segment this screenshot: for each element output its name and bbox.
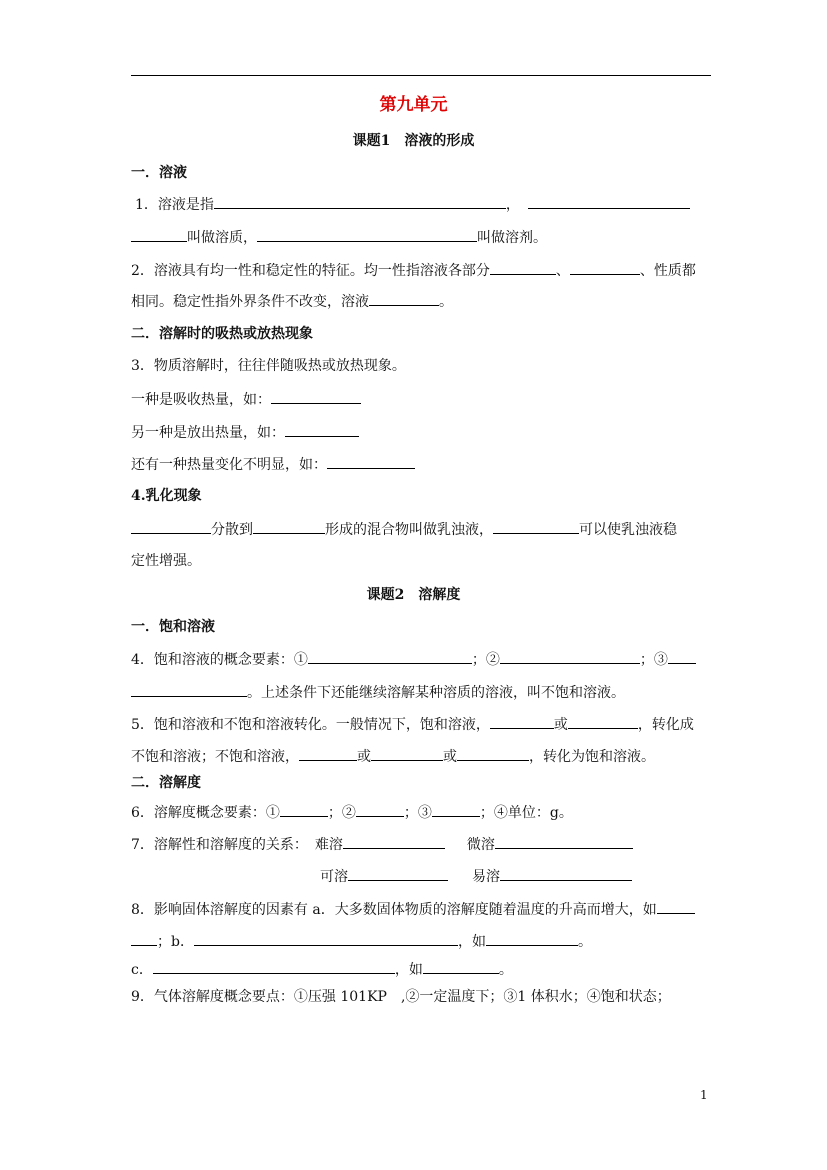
blank[interactable] [356,802,404,817]
section-emulsion: 4.乳化现象 [131,488,202,504]
q7-text3: ；③ [403,805,432,821]
page-number: 1 [700,1088,708,1102]
blank[interactable] [423,959,499,974]
lesson2-title: 课题2 溶解度 [366,587,461,603]
q5-text4: 。上述条件下还能继续溶解某种溶质的溶液，叫不饱和溶液。 [247,685,625,701]
blank[interactable] [490,714,554,729]
blank[interactable] [570,260,640,275]
blank[interactable] [668,649,696,664]
blank[interactable] [486,931,578,946]
lesson1-title: 课题1 溶液的形成 [352,133,475,149]
q5-text3: ；③ [639,652,668,668]
section-saturated: 一．饱和溶液 [131,619,215,635]
blank[interactable] [327,454,415,469]
q4-line1 [131,519,677,540]
q3a-text: 一种是吸收热量，如： [131,392,271,408]
q8-text2: 微溶 [466,837,495,853]
q5-line1 [131,649,696,670]
q5-text1: 4．饱和溶液的概念要素：① [131,652,308,668]
q8-text3: 可溶 [320,869,348,885]
q9-text4: 。 [577,934,592,950]
q9-text7: 。 [498,962,513,978]
q2b-text: 相同。稳定性指外界条件不改变，溶液 [131,294,369,310]
blank[interactable] [131,227,187,242]
q6-text4: 不饱和溶液；不饱和溶液， [131,749,299,765]
blank[interactable] [257,227,477,242]
q4-text3: 可以使乳浊液稳 [579,522,677,538]
q8-line2 [320,866,632,887]
q2-text: 2．溶液具有均一性和稳定性的特征。均一性指溶液各部分 [131,263,490,279]
q6-line2 [131,746,655,767]
blank[interactable] [657,899,695,914]
q9-text3: ，如 [457,934,486,950]
q7-text1: 6．溶解度概念要素：① [131,805,280,821]
blank[interactable] [432,802,480,817]
q6-text5: 或 [357,749,371,765]
blank[interactable] [271,389,361,404]
q2-line1 [131,260,696,281]
q6-text3: ，转化成 [637,717,694,733]
blank[interactable] [280,802,328,817]
blank[interactable] [253,519,325,534]
q1-comma: ， [505,197,520,213]
blank[interactable] [371,746,443,761]
q8-text4: 易溶 [472,869,500,885]
q1-line1 [135,194,690,215]
q9-line3 [131,959,513,980]
q7-text4: ；④单位：g。 [479,805,573,821]
blank[interactable] [495,834,633,849]
q6-text1: 5．饱和溶液和不饱和溶液转化。一般情况下，饱和溶液， [131,717,490,733]
q3c-text: 还有一种热量变化不明显，如： [131,457,327,473]
q2-line2 [131,291,453,312]
q1-text: 1．溶液是指 [135,197,214,213]
q9-text1: 8．影响固体溶解度的因素有 a．大多数固体物质的溶解度随着温度的升高而增大，如 [131,902,657,918]
blank[interactable] [500,866,632,881]
q6-line1 [131,714,694,735]
blank[interactable] [528,194,690,209]
section-solubility: 二．溶解度 [131,775,201,791]
blank[interactable] [493,519,579,534]
q1-solvent-text: 叫做溶剂。 [477,230,547,246]
q8-line1 [131,834,633,855]
q5-line2 [131,682,625,703]
blank[interactable] [214,194,506,209]
blank[interactable] [194,931,458,946]
q9-line2 [131,931,592,952]
blank[interactable] [131,931,157,946]
q5-text2: ；② [471,652,500,668]
page-title: 第九单元 [379,95,448,115]
q2-sep: 、 [555,263,570,279]
q9-line1 [131,899,695,920]
q4-text2: 形成的混合物叫做乳浊液， [325,522,493,538]
blank[interactable] [153,959,395,974]
q6-text7: ，转化为饱和溶液。 [529,749,655,765]
q9-text2: ；b． [157,934,194,950]
q3b-line [131,422,359,443]
q6-text2: 或 [553,717,568,733]
blank[interactable] [308,649,472,664]
q6-text6: 或 [443,749,457,765]
blank[interactable] [500,649,640,664]
q4-line2: 定性增强。 [131,553,201,569]
q4-text1: 分散到 [211,522,253,538]
blank[interactable] [299,746,357,761]
q3c-line [131,454,415,475]
q3b-text: 另一种是放出热量，如： [131,425,285,441]
q1-line2 [131,227,547,248]
q3a-line [131,389,361,410]
section-heat: 二．溶解时的吸热或放热现象 [131,326,313,342]
q2-post: 、性质都 [639,263,696,279]
q9-text5: c． [131,962,153,978]
blank[interactable] [348,866,448,881]
section-solution: 一．溶液 [131,165,187,181]
blank[interactable] [343,834,445,849]
q8-text1: 7．溶解性和溶解度的关系： 难溶 [131,837,343,853]
q7-line [131,802,573,823]
q1-solute-text: 叫做溶质， [187,230,257,246]
blank[interactable] [568,714,638,729]
blank[interactable] [369,291,439,306]
blank[interactable] [131,519,211,534]
q9-text6: ，如 [394,962,423,978]
blank[interactable] [285,422,359,437]
q3-text: 3．物质溶解时，往往伴随吸热或放热现象。 [131,358,406,374]
q10-text: 9．气体溶解度概念要点：①压强 101KP ,②一定温度下；③1 体积水；④饱和状态； [131,989,671,1005]
q2b-post: 。 [439,294,453,310]
q7-text2: ；② [327,805,356,821]
blank[interactable] [457,746,529,761]
blank[interactable] [490,260,556,275]
header-rule [131,75,711,76]
blank[interactable] [131,682,247,697]
